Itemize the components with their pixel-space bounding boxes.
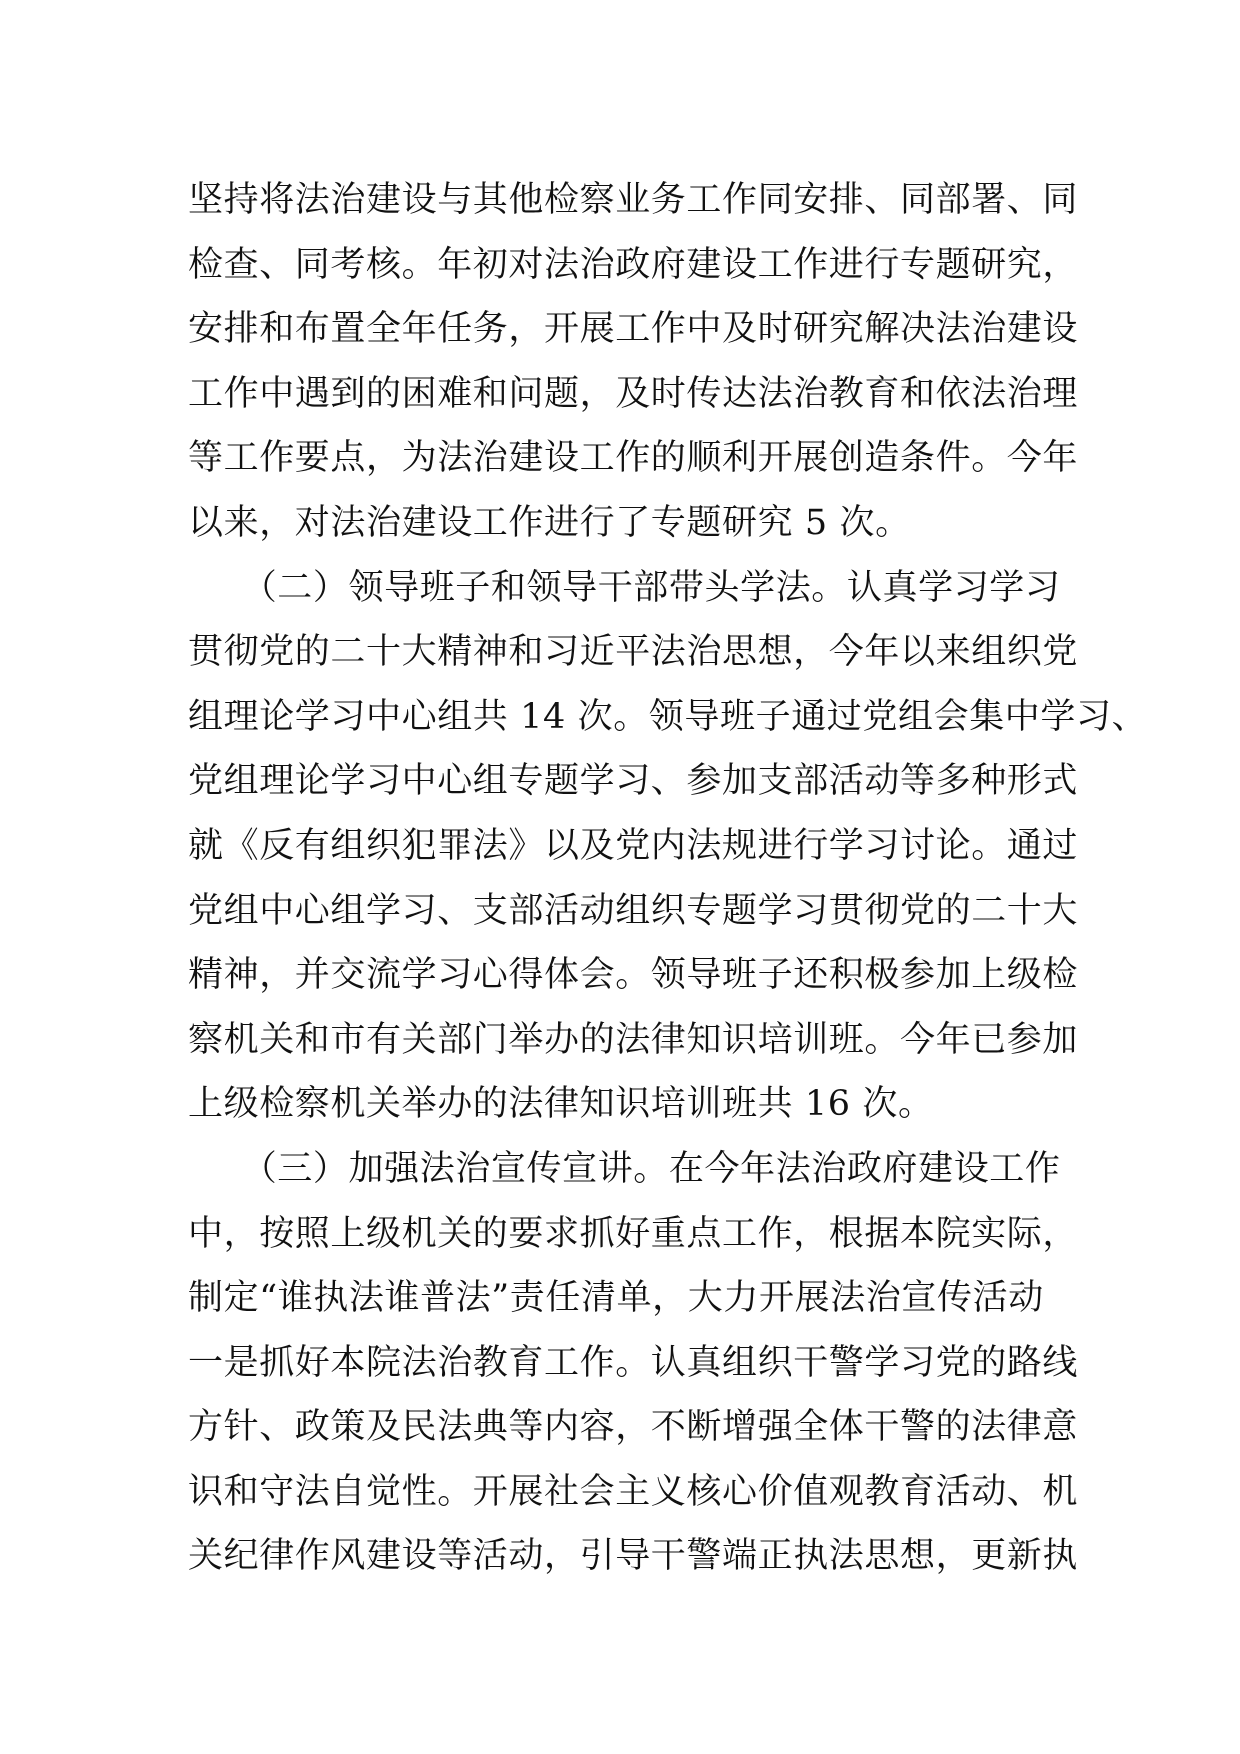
- text-line: 察机关和市有关部门举办的法律知识培训班。今年已参加: [188, 1019, 1079, 1060]
- text-line: 等工作要点，为法治建设工作的顺利开展创造条件。今年: [188, 438, 1079, 479]
- text-line: 以来，对法治建设工作进行了专题研究 5 次。: [188, 502, 911, 543]
- section-heading-line: （二）领导班子和领导干部带头学法。认真学习学习: [188, 567, 1061, 608]
- text-line: 识和守法自觉性。开展社会主义核心价值观教育活动、机: [188, 1471, 1079, 1512]
- text-line: 贯彻党的二十大精神和习近平法治思想，今年以来组织党: [188, 632, 1079, 673]
- text-line: 制定“谁执法谁普法”责任清单，大力开展法治宣传活动: [188, 1278, 1044, 1319]
- text-line: 方针、政策及民法典等内容，不断增强全体干警的法律意: [188, 1407, 1079, 1448]
- text-line: 党组理论学习中心组专题学习、参加支部活动等多种形式: [188, 761, 1079, 802]
- text-line: 组理论学习中心组共 14 次。领导班子通过党组会集中学习、: [188, 696, 1148, 737]
- text-line: 工作中遇到的困难和问题，及时传达法治教育和依法治理: [188, 373, 1079, 414]
- section-heading-line: （三）加强法治宣传宣讲。在今年法治政府建设工作: [188, 1148, 1061, 1189]
- text-line: 安排和布置全年任务，开展工作中及时研究解决法治建设: [188, 309, 1079, 350]
- text-line: 检查、同考核。年初对法治政府建设工作进行专题研究，: [188, 244, 1079, 285]
- text-line: 一是抓好本院法治教育工作。认真组织干警学习党的路线: [188, 1342, 1079, 1383]
- text-line: 关纪律作风建设等活动，引导干警端正执法思想，更新执: [188, 1536, 1079, 1577]
- document-body: [188, 168, 1148, 1589]
- text-line: 中，按照上级机关的要求抓好重点工作，根据本院实际，: [188, 1213, 1079, 1254]
- text-line: 精神，并交流学习心得体会。领导班子还积极参加上级检: [188, 955, 1079, 996]
- text-line: 就《反有组织犯罪法》以及党内法规进行学习讨论。通过: [188, 825, 1079, 866]
- text-line: 坚持将法治建设与其他检察业务工作同安排、同部署、同: [188, 180, 1079, 220]
- text-line: 党组中心组学习、支部活动组织专题学习贯彻党的二十大: [188, 890, 1079, 931]
- text-line: 上级检察机关举办的法律知识培训班共 16 次。: [188, 1084, 934, 1125]
